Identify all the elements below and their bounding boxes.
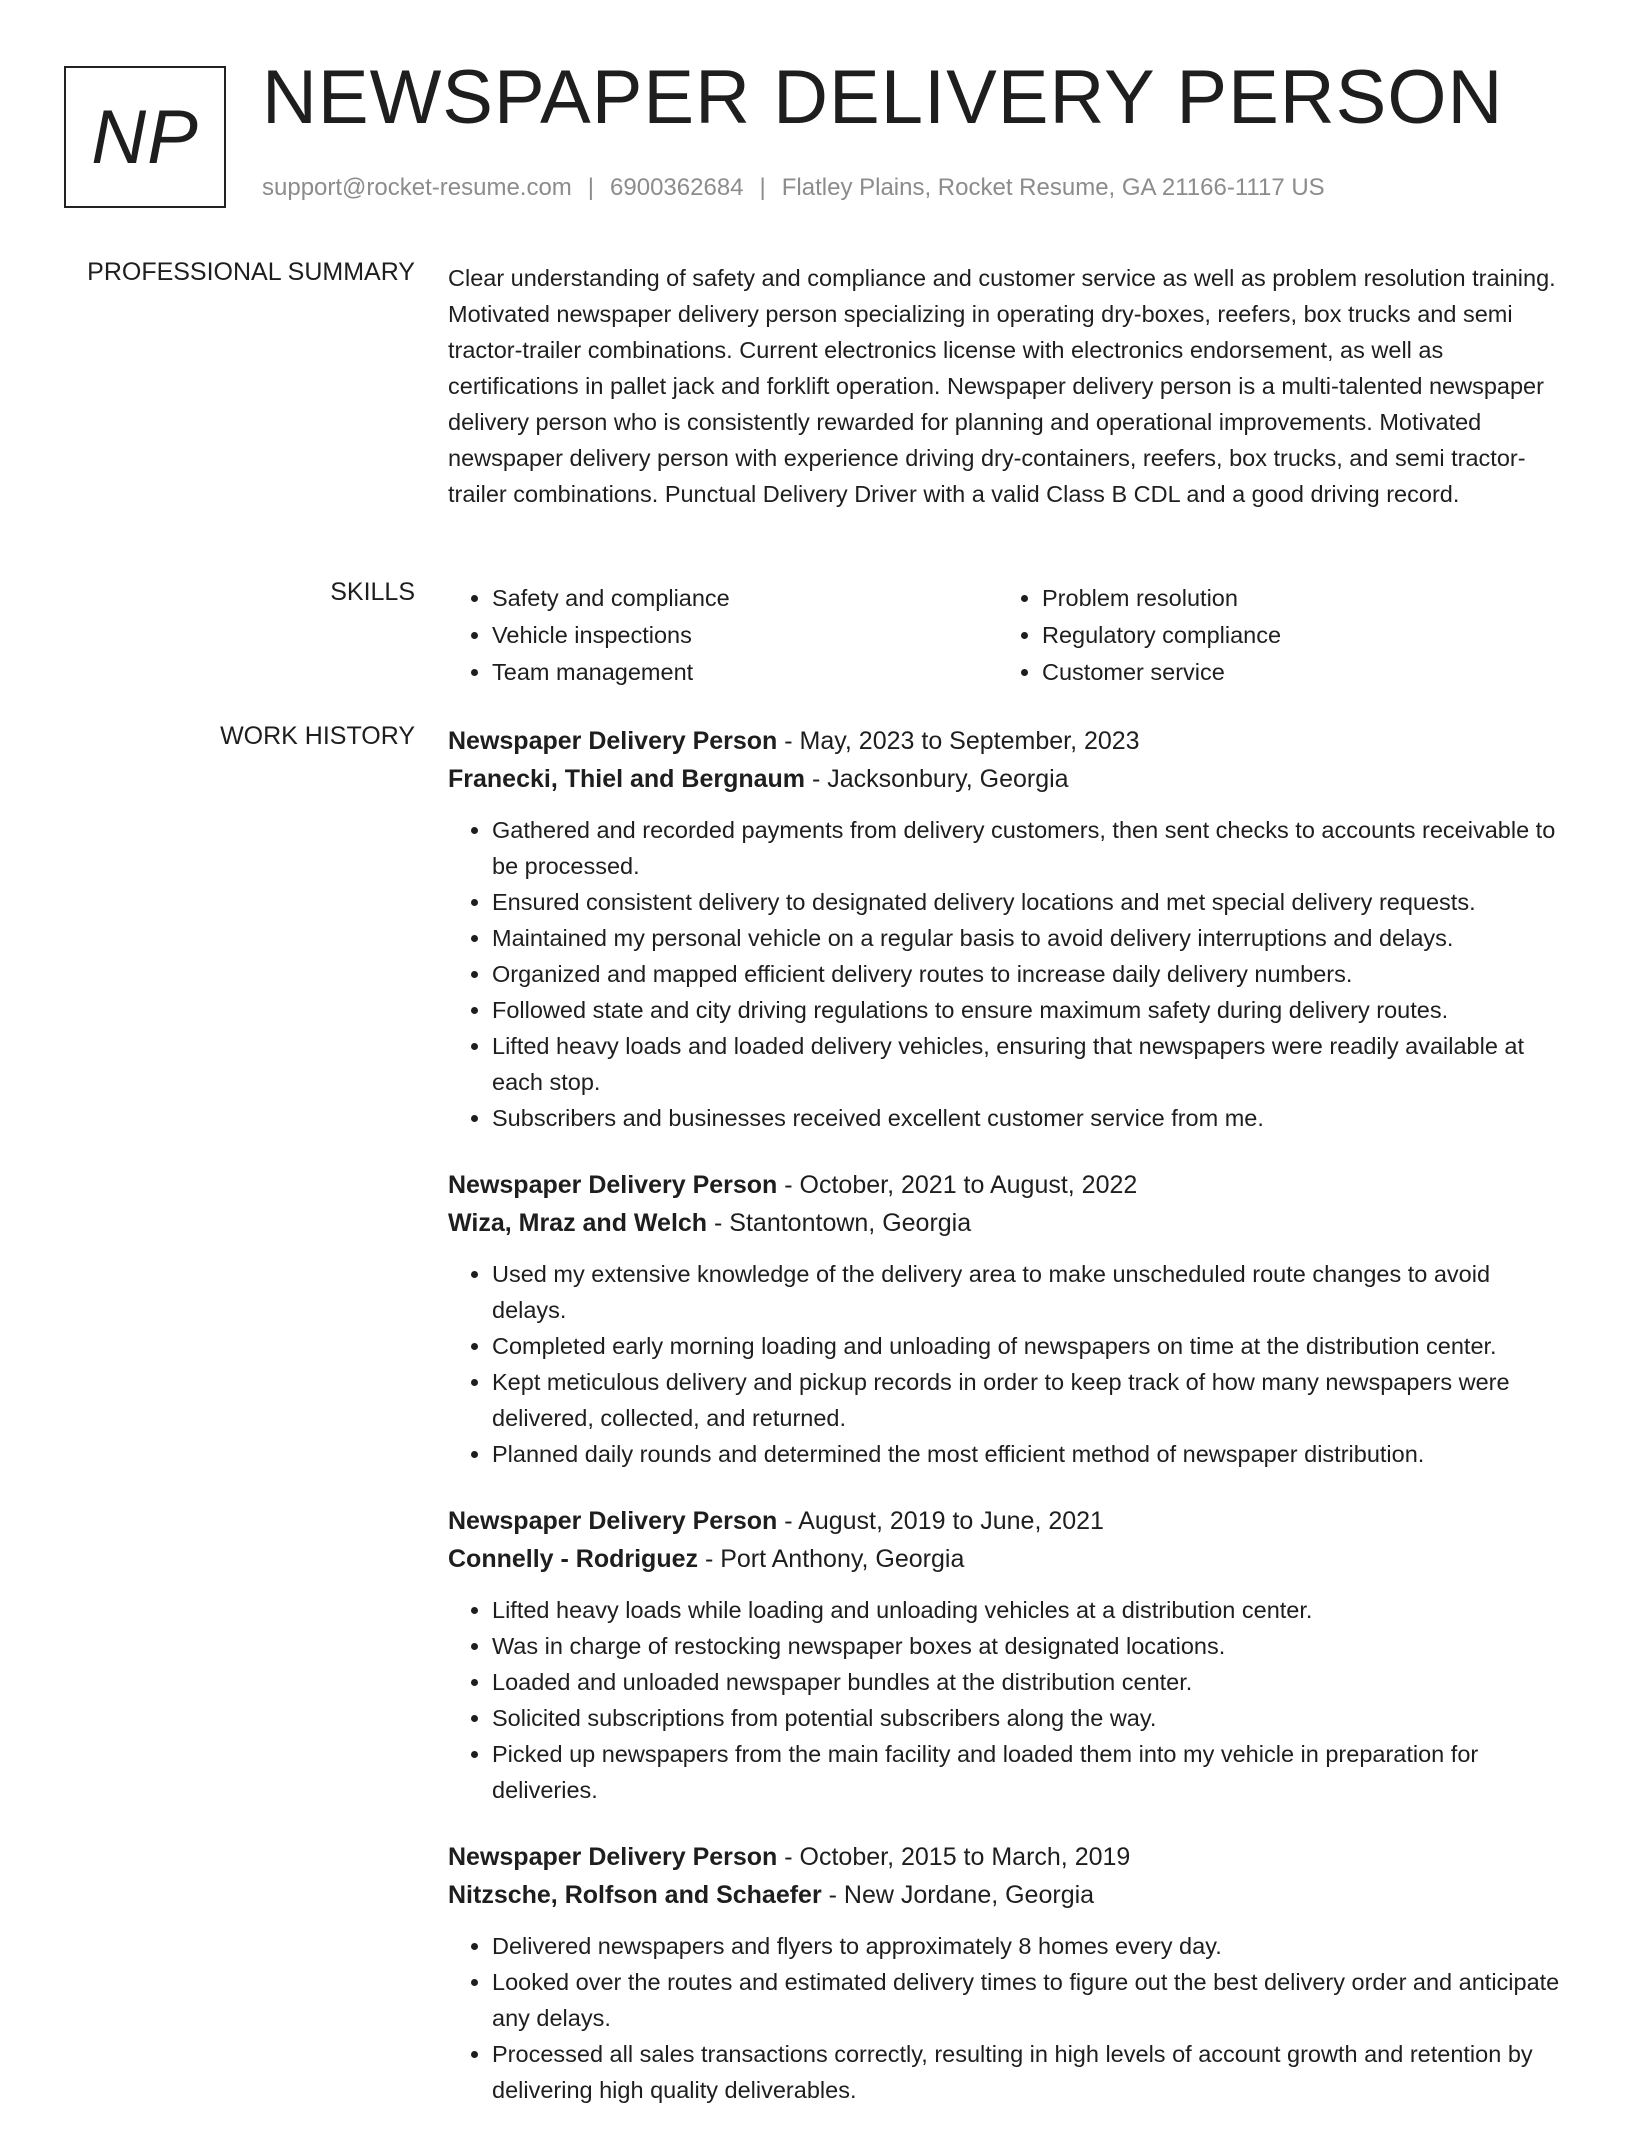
job-bullet: • Processed all sales transactions correctly, resulting in high levels of account growth and retention by delivering high quality deliverables. [492,2036,1568,2108]
job-bullets [448,1592,1568,1808]
job-bullet: • Followed state and city driving regulations to ensure maximum safety during delivery routes. [492,992,1568,1028]
job-bullet: • Kept meticulous delivery and pickup records in order to keep track of how many newspapers were delivered, collected, and returned. [492,1364,1568,1436]
resume-name: NEWSPAPER DELIVERY PERSON [262,55,1504,140]
company-line [448,760,1568,798]
job-bullet: • Gathered and recorded payments from delivery customers, then sent checks to accounts receivable to be processed. [492,812,1568,884]
job-title-line [448,1166,1568,1204]
company-location: - Stantontown, Georgia [707,1209,972,1237]
work-history-section-label: WORK HISTORY [220,722,415,750]
job-bullet: • Solicited subscriptions from potential subscribers along the way. [492,1700,1568,1736]
job-bullet: • Was in charge of restocking newspaper boxes at designated locations. [492,1628,1568,1664]
job-bullet: • Picked up newspapers from the main facility and loaded them into my vehicle in preparation for deliveries. [492,1736,1568,1808]
job-bullets [448,1928,1568,2108]
job-bullet: • Maintained my personal vehicle on a regular basis to avoid delivery interruptions and delays. [492,920,1568,956]
company-location: - New Jordane, Georgia [821,1881,1095,1909]
company-line [448,1204,1568,1242]
job-title-line [448,722,1568,760]
job-title: Newspaper Delivery Person [448,1843,778,1871]
contact-separator: | [587,174,595,201]
skill-item: • Problem resolution [1042,580,1548,617]
job-bullet: • Completed early morning loading and unloading of newspapers on time at the distribution center. [492,1328,1568,1364]
skills-list [448,580,1568,691]
skill-item: • Regulatory compliance [1042,617,1548,654]
job-bullet: • Delivered newspapers and flyers to approximately 8 homes every day. [492,1928,1568,1964]
contact-address: Flatley Plains, Rocket Resume, GA 21166-1117 US [781,174,1325,201]
job-bullet: • Ensured consistent delivery to designated delivery locations and met special delivery requests. [492,884,1568,920]
skill-item: • Vehicle inspections [492,617,998,654]
company-name: Franecki, Thiel and Bergnaum [448,765,806,793]
contact-line [262,174,1325,202]
job-bullet: • Subscribers and businesses received excellent customer service from me. [492,1100,1568,1136]
contact-email: support@rocket-resume.com [262,174,572,201]
job-bullet: • Used my extensive knowledge of the delivery area to make unscheduled route changes to avoid delays. [492,1256,1568,1328]
job-bullet: • Loaded and unloaded newspaper bundles at the distribution center. [492,1664,1568,1700]
job-bullet: • Lifted heavy loads while loading and unloading vehicles at a distribution center. [492,1592,1568,1628]
job-title: Newspaper Delivery Person [448,1507,778,1535]
job-title: Newspaper Delivery Person [448,1171,778,1199]
contact-phone: 6900362684 [610,174,744,201]
skill-item: • Safety and compliance [492,580,998,617]
job-dates: - October, 2021 to August, 2022 [777,1171,1138,1199]
job-entry [448,1502,1568,1808]
job-entry [448,722,1568,1136]
job-dates: - August, 2019 to June, 2021 [777,1507,1104,1535]
contact-separator: | [759,174,766,201]
job-title: Newspaper Delivery Person [448,727,778,755]
monogram-logo: NP [64,66,226,208]
job-title-line [448,1502,1568,1540]
company-location: - Port Anthony, Georgia [698,1545,965,1573]
skill-item: • Customer service [1042,654,1548,691]
company-location: - Jacksonbury, Georgia [805,765,1069,793]
skill-item: • Team management [492,654,998,691]
skills-column-left [448,580,998,691]
skills-section-label: SKILLS [330,578,415,606]
company-name: Wiza, Mraz and Welch [448,1209,708,1237]
summary-text: Clear understanding of safety and compliance and customer service as well as problem resolution training. Motivated newspaper delivery person specializing in operating dry-boxes, reefers, box trucks and semi tractor-trailer combinations. Current electronics license with electronics endorsement, as well as certifications in pallet jack and forklift operation. Newspaper delivery person is a multi-talented newspaper delivery person who is consistently rewarded for planning and operational improvements. Motivated newspaper delivery person with experience driving dry-containers, reefers, box trucks, and semi tractor-trailer combinations. Punctual Delivery Driver with a valid Class B CDL and a good driving record. [448,265,1556,507]
job-entry [448,1838,1568,2108]
company-name: Connelly - Rodriguez [448,1545,698,1573]
work-history-list [448,722,1568,2138]
job-bullet: • Looked over the routes and estimated delivery times to figure out the best delivery order and anticipate any delays. [492,1964,1568,2036]
summary-section-label: PROFESSIONAL SUMMARY [87,258,415,286]
job-bullets [448,1256,1568,1472]
skills-column-right [998,580,1548,691]
job-entry [448,1166,1568,1472]
job-bullet: • Planned daily rounds and determined the most efficient method of newspaper distribution. [492,1436,1568,1472]
job-bullet: • Lifted heavy loads and loaded delivery vehicles, ensuring that newspapers were readily available at each stop. [492,1028,1568,1100]
job-title-line [448,1838,1568,1876]
company-line [448,1876,1568,1914]
job-bullet: • Organized and mapped efficient delivery routes to increase daily delivery numbers. [492,956,1568,992]
job-dates: - October, 2015 to March, 2019 [777,1843,1131,1871]
company-line [448,1540,1568,1578]
job-bullets [448,812,1568,1136]
job-dates: - May, 2023 to September, 2023 [777,727,1140,755]
company-name: Nitzsche, Rolfson and Schaefer [448,1881,822,1909]
